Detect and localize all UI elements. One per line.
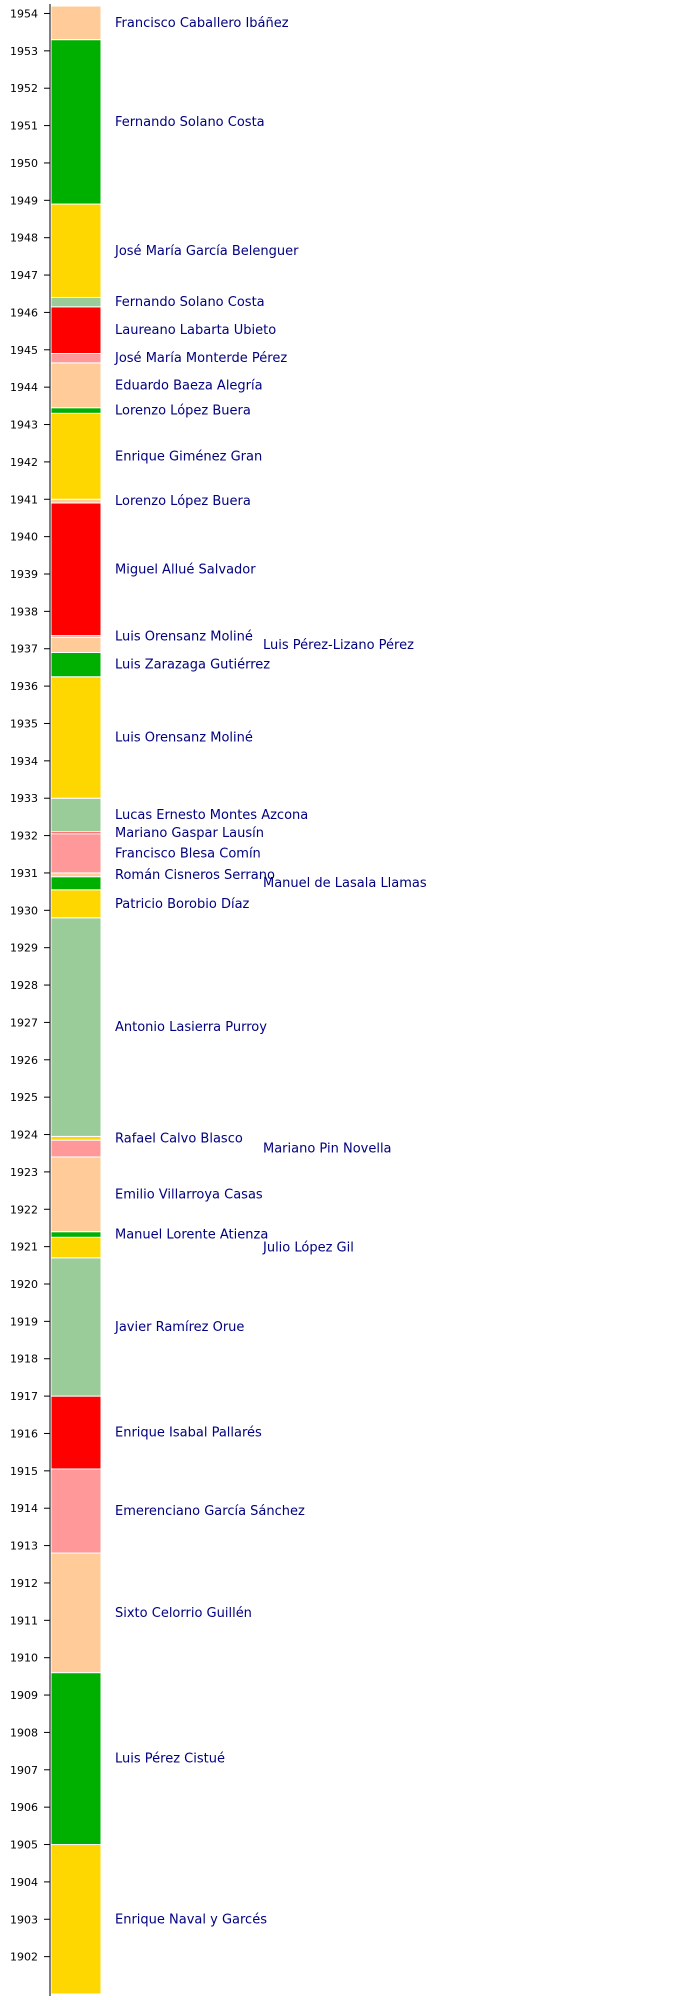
year-tick-label: 1952 — [10, 82, 38, 96]
year-tick-label: 1908 — [10, 1726, 38, 1740]
year-tick-label: 1925 — [10, 1091, 38, 1105]
year-tick-label: 1915 — [10, 1464, 38, 1478]
year-tick-label: 1934 — [10, 754, 38, 768]
mayor-name-label: Luis Pérez Cistué — [115, 1751, 225, 1767]
mayor-name-label: Patricio Borobio Díaz — [115, 896, 250, 912]
mayor-name-label: Francisco Caballero Ibáñez — [115, 15, 289, 31]
year-tick-label: 1905 — [10, 1838, 38, 1852]
period-bar — [51, 652, 101, 676]
mayor-name-label: Miguel Allué Salvador — [115, 562, 256, 578]
year-tick-label: 1954 — [10, 7, 38, 21]
period-bar — [51, 408, 101, 414]
year-tick-label: 1950 — [10, 156, 38, 170]
period-bar — [51, 638, 101, 653]
mayor-name-label: Luis Orensanz Moliné — [115, 629, 253, 645]
year-tick-label: 1918 — [10, 1352, 38, 1366]
period-bars — [51, 6, 101, 1994]
period-bar — [51, 354, 101, 363]
mayor-name-label: José María García Belenguer — [115, 243, 299, 259]
year-tick-label: 1912 — [10, 1576, 38, 1590]
year-tick-label: 1914 — [10, 1502, 38, 1516]
year-tick-label: 1945 — [10, 343, 38, 357]
period-bar — [51, 1237, 101, 1258]
year-tick-label: 1948 — [10, 231, 38, 245]
mayor-name-label: Eduardo Baeza Alegría — [115, 378, 263, 394]
period-bar — [51, 40, 101, 204]
year-tick-label: 1932 — [10, 829, 38, 843]
mayor-name-label: Fernando Solano Costa — [115, 295, 265, 311]
year-tick-label: 1903 — [10, 1913, 38, 1927]
period-bar — [51, 677, 101, 798]
mayor-name-label: Laureano Labarta Ubieto — [115, 323, 277, 339]
period-bar — [51, 1232, 101, 1238]
period-bar — [51, 1157, 101, 1232]
mayor-name-label: Lorenzo López Buera — [115, 494, 251, 510]
year-tick-label: 1942 — [10, 455, 38, 469]
mayor-name-label: Rafael Calvo Blasco — [115, 1131, 243, 1147]
year-tick-label: 1936 — [10, 680, 38, 694]
mayor-name-label: Manuel de Lasala Llamas — [263, 876, 427, 892]
year-tick-label: 1919 — [10, 1315, 38, 1329]
mayor-name-label: José María Monterde Pérez — [115, 351, 288, 367]
year-tick-label: 1909 — [10, 1689, 38, 1703]
year-tick-label: 1944 — [10, 381, 38, 395]
year-tick-label: 1921 — [10, 1240, 38, 1254]
year-tick-label: 1938 — [10, 605, 38, 619]
mayor-name-label: Emerenciano García Sánchez — [115, 1504, 305, 1520]
mayor-name-label: Antonio Lasierra Purroy — [115, 1020, 267, 1036]
period-bar — [51, 1396, 101, 1469]
year-tick-label: 1937 — [10, 642, 38, 656]
year-tick-label: 1941 — [10, 493, 38, 507]
year-tick-label: 1907 — [10, 1763, 38, 1777]
year-tick-label: 1947 — [10, 269, 38, 283]
period-bar — [51, 834, 101, 873]
mayor-name-label: Manuel Lorente Atienza — [115, 1227, 269, 1243]
period-bar — [51, 363, 101, 408]
year-tick-label: 1939 — [10, 568, 38, 581]
mayor-name-label: Luis Orensanz Moliné — [115, 730, 253, 746]
mayor-name-label: Enrique Giménez Gran — [115, 449, 263, 465]
year-tick-label: 1943 — [10, 418, 38, 432]
mayor-name-label: Lorenzo López Buera — [115, 403, 251, 419]
year-tick-label: 1946 — [10, 306, 38, 320]
year-tick-label: 1929 — [10, 941, 38, 955]
period-bar — [51, 877, 101, 890]
year-tick-label: 1917 — [10, 1390, 38, 1404]
year-tick-label: 1931 — [10, 866, 38, 880]
mayor-name-label: Enrique Isabal Pallarés — [115, 1425, 262, 1441]
period-bar — [51, 918, 101, 1137]
period-bar — [51, 1469, 101, 1553]
year-tick-label: 1949 — [10, 194, 38, 208]
mayor-labels — [114, 16, 427, 1927]
year-tick-label: 1904 — [10, 1875, 38, 1889]
year-tick-label: 1933 — [10, 792, 38, 806]
mayor-name-label: Luis Zarazaga Gutiérrez — [115, 657, 271, 673]
year-tick-label: 1910 — [10, 1651, 38, 1665]
period-bar — [51, 1845, 101, 1994]
mayor-name-label: Javier Ramírez Orue — [115, 1319, 245, 1335]
year-tick-label: 1916 — [10, 1427, 38, 1441]
mayor-name-label: Sixto Celorrio Guillén — [115, 1605, 252, 1621]
period-bar — [51, 307, 101, 354]
year-axis — [10, 4, 50, 1996]
year-tick-label: 1930 — [10, 904, 38, 918]
year-tick-label: 1935 — [10, 717, 38, 731]
period-bar — [51, 1258, 101, 1396]
period-bar — [51, 890, 101, 918]
period-bar — [51, 503, 101, 636]
period-bar — [51, 204, 101, 297]
mayor-name-label: Mariano Gaspar Lausín — [115, 825, 265, 841]
year-tick-label: 1920 — [10, 1278, 38, 1291]
mayor-name-label: Lucas Ernesto Montes Azcona — [115, 808, 309, 824]
year-tick-label: 1923 — [10, 1165, 38, 1179]
year-tick-label: 1940 — [10, 530, 38, 544]
year-tick-label: 1924 — [10, 1128, 38, 1142]
period-bar — [51, 1136, 101, 1140]
year-tick-label: 1913 — [10, 1539, 38, 1553]
mayor-name-label: Francisco Blesa Comín — [115, 846, 261, 862]
mayor-name-label: Román Cisneros Serrano — [115, 867, 275, 883]
year-tick-label: 1922 — [10, 1203, 38, 1217]
period-bar — [51, 798, 101, 832]
period-bar — [51, 1673, 101, 1845]
mayor-name-label: Luis Pérez-Lizano Pérez — [263, 638, 414, 653]
period-bar — [51, 499, 101, 503]
mayor-name-label: Fernando Solano Costa — [115, 114, 265, 130]
year-tick-label: 1911 — [10, 1614, 38, 1628]
period-bar — [51, 297, 101, 306]
period-bar — [51, 1553, 101, 1673]
year-tick-label: 1953 — [10, 44, 38, 58]
mayor-name-label: Emilio Villarroya Casas — [115, 1187, 263, 1203]
year-tick-label: 1902 — [10, 1950, 38, 1964]
period-bar — [51, 413, 101, 499]
mayor-name-label: Enrique Naval y Garcés — [115, 1912, 267, 1928]
period-bar — [51, 1140, 101, 1157]
mayor-name-label: Julio López Gil — [263, 1240, 354, 1256]
period-bar — [51, 873, 101, 877]
year-tick-label: 1927 — [10, 1016, 38, 1030]
year-tick-label: 1928 — [10, 979, 38, 993]
year-tick-label: 1951 — [10, 119, 38, 133]
period-bar — [51, 6, 101, 40]
mayor-name-label: Mariano Pin Novella — [263, 1141, 392, 1157]
year-tick-label: 1906 — [10, 1801, 38, 1815]
year-tick-label: 1926 — [10, 1053, 38, 1067]
